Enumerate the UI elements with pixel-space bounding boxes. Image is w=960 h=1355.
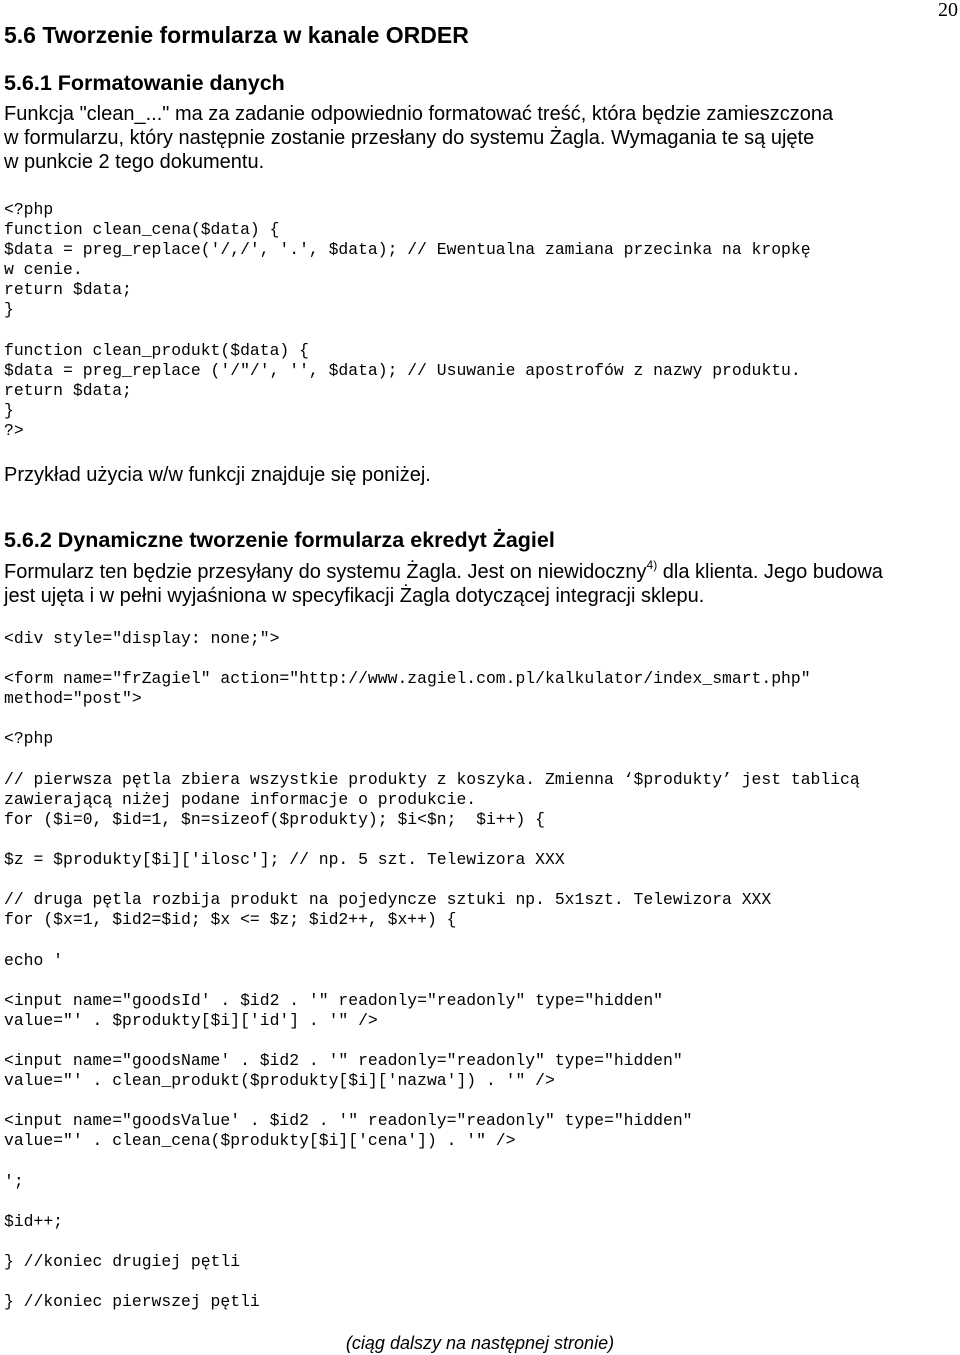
subsection-title-formatting: 5.6.1 Formatowanie danych — [4, 71, 285, 95]
code-line: return $data; — [4, 380, 132, 400]
code-line: value="' . clean_produkt($produkty[$i]['nazwa']) . '" /> — [4, 1071, 555, 1091]
code-line: <form name="frZagiel" action="http://www.zagiel.com.pl/kalkulator/index_smart.php" — [4, 669, 811, 689]
code-line: value="' . $produkty[$i]['id'] . '" /> — [4, 1010, 378, 1030]
code-line: <?php — [4, 729, 54, 749]
form-description-line: jest ujęta i w pełni wyjaśniona w specyfikacji Żagla dotyczącej integracji sklepu. — [4, 585, 705, 607]
code-line: <input name="goodsValue' . $id2 . '" readonly="readonly" type="hidden" — [4, 1111, 693, 1131]
code-line: <input name="goodsName' . $id2 . '" readonly="readonly" type="hidden" — [4, 1050, 683, 1070]
code-line: for ($x=1, $id2=$id; $x <= $z; $id2++, $x++) { — [4, 910, 457, 930]
code-blank-line — [4, 1232, 860, 1252]
form-description-text: Formularz ten będzie przesyłany do systemu Żagla. Jest on niewidoczny — [4, 561, 647, 583]
code-line: value="' . clean_cena($produkty[$i]['cena']) . '" /> — [4, 1131, 516, 1151]
intro-line: w punkcie 2 tego dokumentu. — [4, 151, 265, 173]
footnote-reference[interactable]: 4) — [646, 558, 658, 572]
code-line: <input name="goodsId' . $id2 . '" readonly="readonly" type="hidden" — [4, 990, 664, 1010]
code-blank-line — [4, 1151, 860, 1171]
section-title: 5.6 Tworzenie formularza w kanale ORDER — [4, 22, 469, 48]
code-blank-line — [4, 830, 860, 850]
code-blank-line — [4, 971, 860, 991]
code-blank-line — [4, 709, 860, 729]
code-line: } — [4, 400, 14, 420]
code-blank-line — [4, 1272, 860, 1292]
code-line: for ($i=0, $id=1, $n=sizeof($produkty); $i<$n; $i++) { — [4, 809, 545, 829]
code-line: <?php — [4, 200, 54, 219]
code-line: ?> — [4, 421, 24, 441]
code-blank-line — [4, 870, 860, 890]
code-line: function clean_produkt($data) { — [4, 340, 309, 360]
code-line: method="post"> — [4, 689, 142, 709]
intro-line: Funkcja "clean_..." ma za zadanie odpowiednio formatować treść, która będzie zamieszczona — [4, 103, 834, 125]
code-line: $z = $produkty[$i]['ilosc']; // np. 5 szt. Telewizora XXX — [4, 850, 565, 870]
code-block-form — [4, 629, 860, 1312]
code-line: echo ' — [4, 950, 64, 970]
code-blank-line — [4, 1031, 860, 1051]
code-line: // pierwsza pętla zbiera wszystkie produkty z koszyka. Zmienna ‘$produkty’ jest tablicą — [4, 769, 860, 789]
code-line: $data = preg_replace ('/"/', '', $data); // Usuwanie apostrofów z nazwy produktu. — [4, 360, 801, 380]
form-description-text: dla klienta. Jego budowa — [657, 561, 883, 583]
code-line: $id++; — [4, 1211, 64, 1231]
page-number: 20 — [938, 0, 958, 21]
code-line: zawierającą niżej podane informacje o produkcie. — [4, 789, 477, 809]
code-block-clean-functions — [4, 200, 811, 441]
form-description-paragraph — [4, 560, 960, 608]
code-line: <div style="display: none;"> — [4, 629, 280, 648]
intro-paragraph — [4, 102, 960, 174]
code-blank-line — [4, 321, 811, 341]
code-line: w cenie. — [4, 260, 83, 280]
intro-line: w formularzu, który następnie zostanie przesłany do systemu Żagla. Wymagania te są ujęte — [4, 127, 815, 149]
code-line: function clean_cena($data) { — [4, 220, 280, 240]
code-blank-line — [4, 1091, 860, 1111]
code-blank-line — [4, 649, 860, 669]
subsection-title-dynamic-form: 5.6.2 Dynamiczne tworzenie formularza ekredyt Żagiel — [4, 528, 555, 552]
code-line: } //koniec pierwszej pętli — [4, 1292, 260, 1312]
code-line: // druga pętla rozbija produkt na pojedyncze sztuki np. 5x1szt. Telewizora XXX — [4, 890, 772, 910]
code-line: } — [4, 300, 14, 320]
code-blank-line — [4, 1192, 860, 1212]
continuation-note: (ciąg dalszy na następnej stronie) — [345, 1333, 615, 1353]
code-line: } //koniec drugiej pętli — [4, 1251, 241, 1271]
form-description-line — [4, 560, 960, 584]
code-line: return $data; — [4, 280, 132, 300]
example-text: Przykład użycia w/w funkcji znajduje się poniżej. — [4, 464, 431, 486]
code-line: '; — [4, 1171, 24, 1191]
code-blank-line — [4, 930, 860, 950]
code-blank-line — [4, 750, 860, 770]
code-line: $data = preg_replace('/,/', '.', $data); // Ewentualna zamiana przecinka na kropkę — [4, 240, 811, 260]
example-note — [4, 463, 960, 487]
